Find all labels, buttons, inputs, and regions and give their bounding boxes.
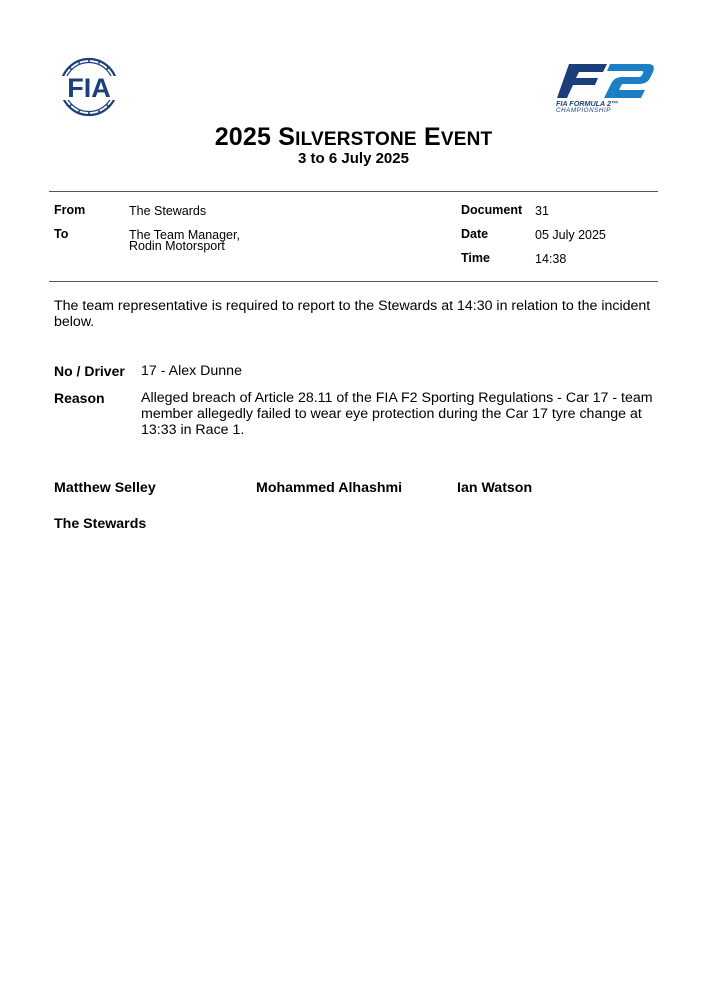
to-label: To bbox=[54, 227, 69, 241]
divider-bottom bbox=[49, 281, 658, 282]
reason-line-3: 13:33 in Race 1. bbox=[141, 422, 245, 438]
steward-name-1: Matthew Selley bbox=[54, 480, 156, 496]
from-value: The Stewards bbox=[129, 204, 207, 218]
steward-name-2: Mohammed Alhashmi bbox=[256, 480, 403, 496]
f2-championship-logo bbox=[552, 62, 658, 112]
reason-text bbox=[141, 390, 661, 438]
fia-logo bbox=[47, 57, 131, 117]
f2-logo-line2: CHAMPIONSHIP bbox=[556, 107, 611, 112]
date-value: 05 July 2025 bbox=[535, 228, 606, 242]
driver-value: 17 - Alex Dunne bbox=[141, 363, 242, 379]
divider-top bbox=[49, 191, 658, 192]
steward-name-3: Ian Watson bbox=[457, 480, 533, 496]
document-number: 31 bbox=[535, 204, 549, 218]
f2-logo-line1: FIA FORMULA 2™ bbox=[556, 99, 619, 108]
driver-label: No / Driver bbox=[54, 363, 125, 379]
event-title: 2025 SILVERSTONE EVENT bbox=[214, 123, 493, 151]
document-label: Document bbox=[461, 203, 523, 217]
time-label: Time bbox=[461, 251, 490, 265]
to-value-line1: The Team Manager, bbox=[129, 228, 240, 242]
summons-line-2: below. bbox=[54, 314, 95, 330]
fia-logo-text: FIA bbox=[67, 73, 111, 103]
event-dates: 3 to 6 July 2025 bbox=[298, 150, 409, 167]
stewards-footer: The Stewards bbox=[54, 516, 147, 532]
from-label: From bbox=[54, 203, 86, 217]
time-value: 14:38 bbox=[535, 252, 567, 266]
reason-label: Reason bbox=[54, 390, 105, 406]
reason-line-1: Alleged breach of Article 28.11 of the FIA F2 Sporting Regulations - Car 17 - team bbox=[141, 390, 653, 406]
date-label: Date bbox=[461, 227, 489, 241]
summons-line-1: The team representative is required to report to the Stewards at 14:30 in relation to the incident bbox=[54, 298, 651, 314]
reason-line-2: member allegedly failed to wear eye protection during the Car 17 tyre change at bbox=[141, 406, 642, 422]
to-value-line2: Rodin Motorsport bbox=[129, 239, 225, 253]
summons-paragraph bbox=[54, 298, 654, 330]
